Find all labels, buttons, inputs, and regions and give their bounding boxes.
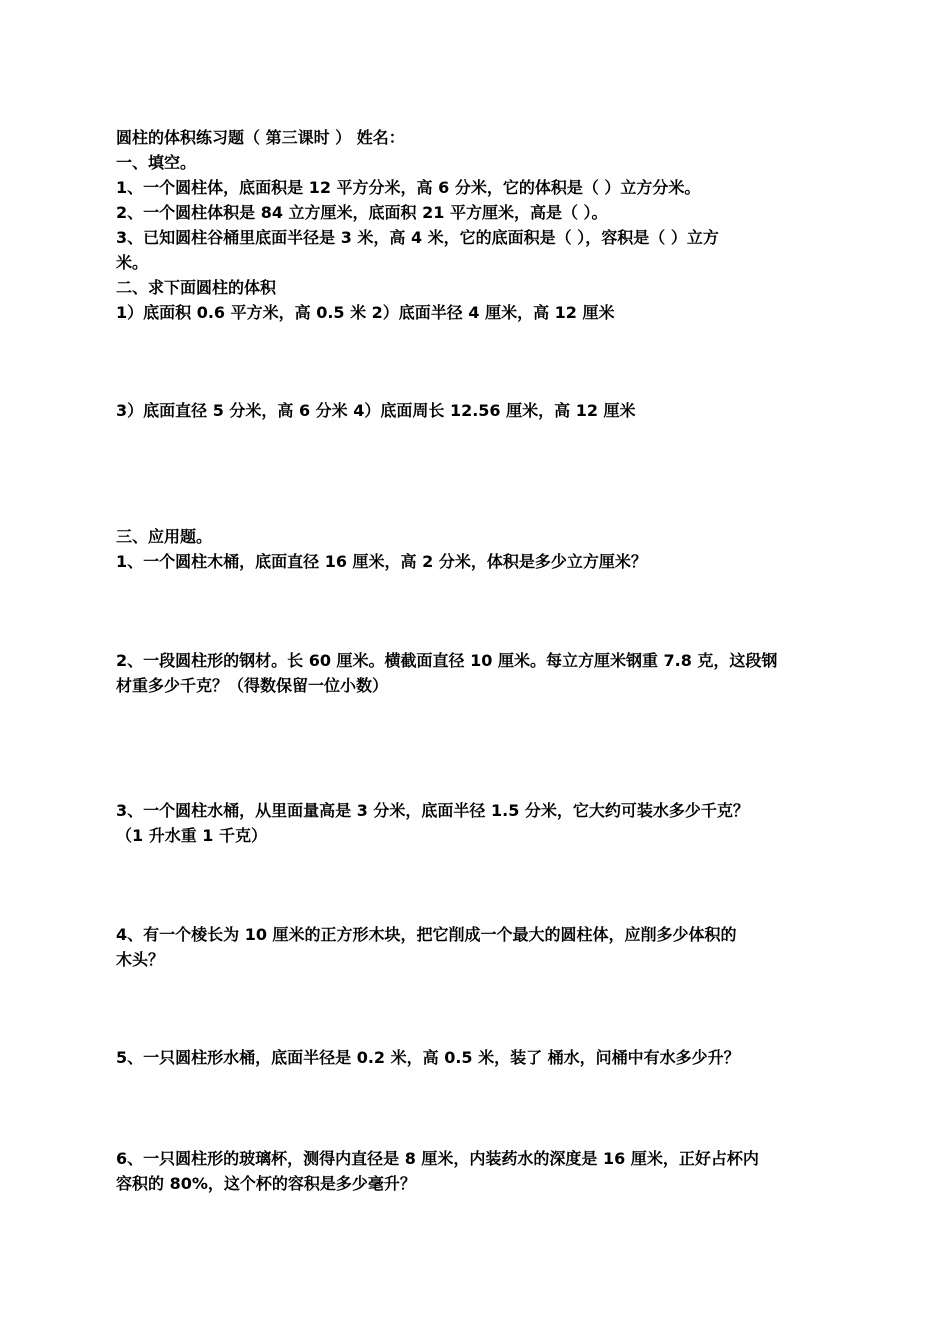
volume-problems-row-1: 1）底面积 0.6 平方米，高 0.5 米 2）底面半径 4 厘米，高 12 厘米 [116,303,615,322]
application-question-4-line-1: 4、有一个棱长为 10 厘米的正方形木块，把它削成一个最大的圆柱体，应削多少体积的 [116,925,737,944]
section-volume-heading: 二、求下面圆柱的体积 [116,278,277,297]
volume-problems-row-2: 3）底面直径 5 分米，高 6 分米 4）底面周长 12.56 厘米，高 12 厘米 [116,401,636,420]
application-question-6-line-2: 容积的 80%，这个杯的容积是多少毫升？ [116,1174,416,1193]
section-fill-blank-heading: 一、填空。 [116,153,197,172]
fill-blank-question-3-line-1: 3、已知圆柱谷桶里底面半径是 3 米，高 4 米，它的底面积是（ ），容积是（ ）立方 [116,228,719,247]
application-question-4-line-2: 木头？ [116,950,165,969]
application-question-3-line-1: 3、一个圆柱水桶，从里面量高是 3 分米，底面半径 1.5 分米，它大约可装水多少千克？ [116,801,749,820]
worksheet-title: 圆柱的体积练习题（ 第三课时 ） 姓名： [116,128,405,147]
application-question-3-line-2: （1 升水重 1 千克） [116,826,267,845]
fill-blank-question-3-line-2: 米。 [116,253,149,272]
application-question-2-line-2: 材重多少千克？（得数保留一位小数） [116,676,389,695]
fill-blank-question-2: 2、一个圆柱体积是 84 立方厘米，底面积 21 平方厘米，高是（ ）。 [116,203,608,222]
application-question-6-line-1: 6、一只圆柱形的玻璃杯，测得内直径是 8 厘米，内装药水的深度是 16 厘米，正好占杯内 [116,1149,759,1168]
application-question-5: 5、一只圆柱形水桶，底面半径是 0.2 米，高 0.5 米，装了 桶水，问桶中有水多少升？ [116,1048,740,1067]
application-question-2-line-1: 2、一段圆柱形的钢材。长 60 厘米。横截面直径 10 厘米。每立方厘米钢重 7.8 克，这段钢 [116,651,778,670]
application-question-1: 1、一个圆柱木桶，底面直径 16 厘米，高 2 分米，体积是多少立方厘米？ [116,552,647,571]
section-application-heading: 三、应用题。 [116,527,213,546]
fill-blank-question-1: 1、一个圆柱体，底面积是 12 平方分米，高 6 分米，它的体积是（ ）立方分米。 [116,178,701,197]
